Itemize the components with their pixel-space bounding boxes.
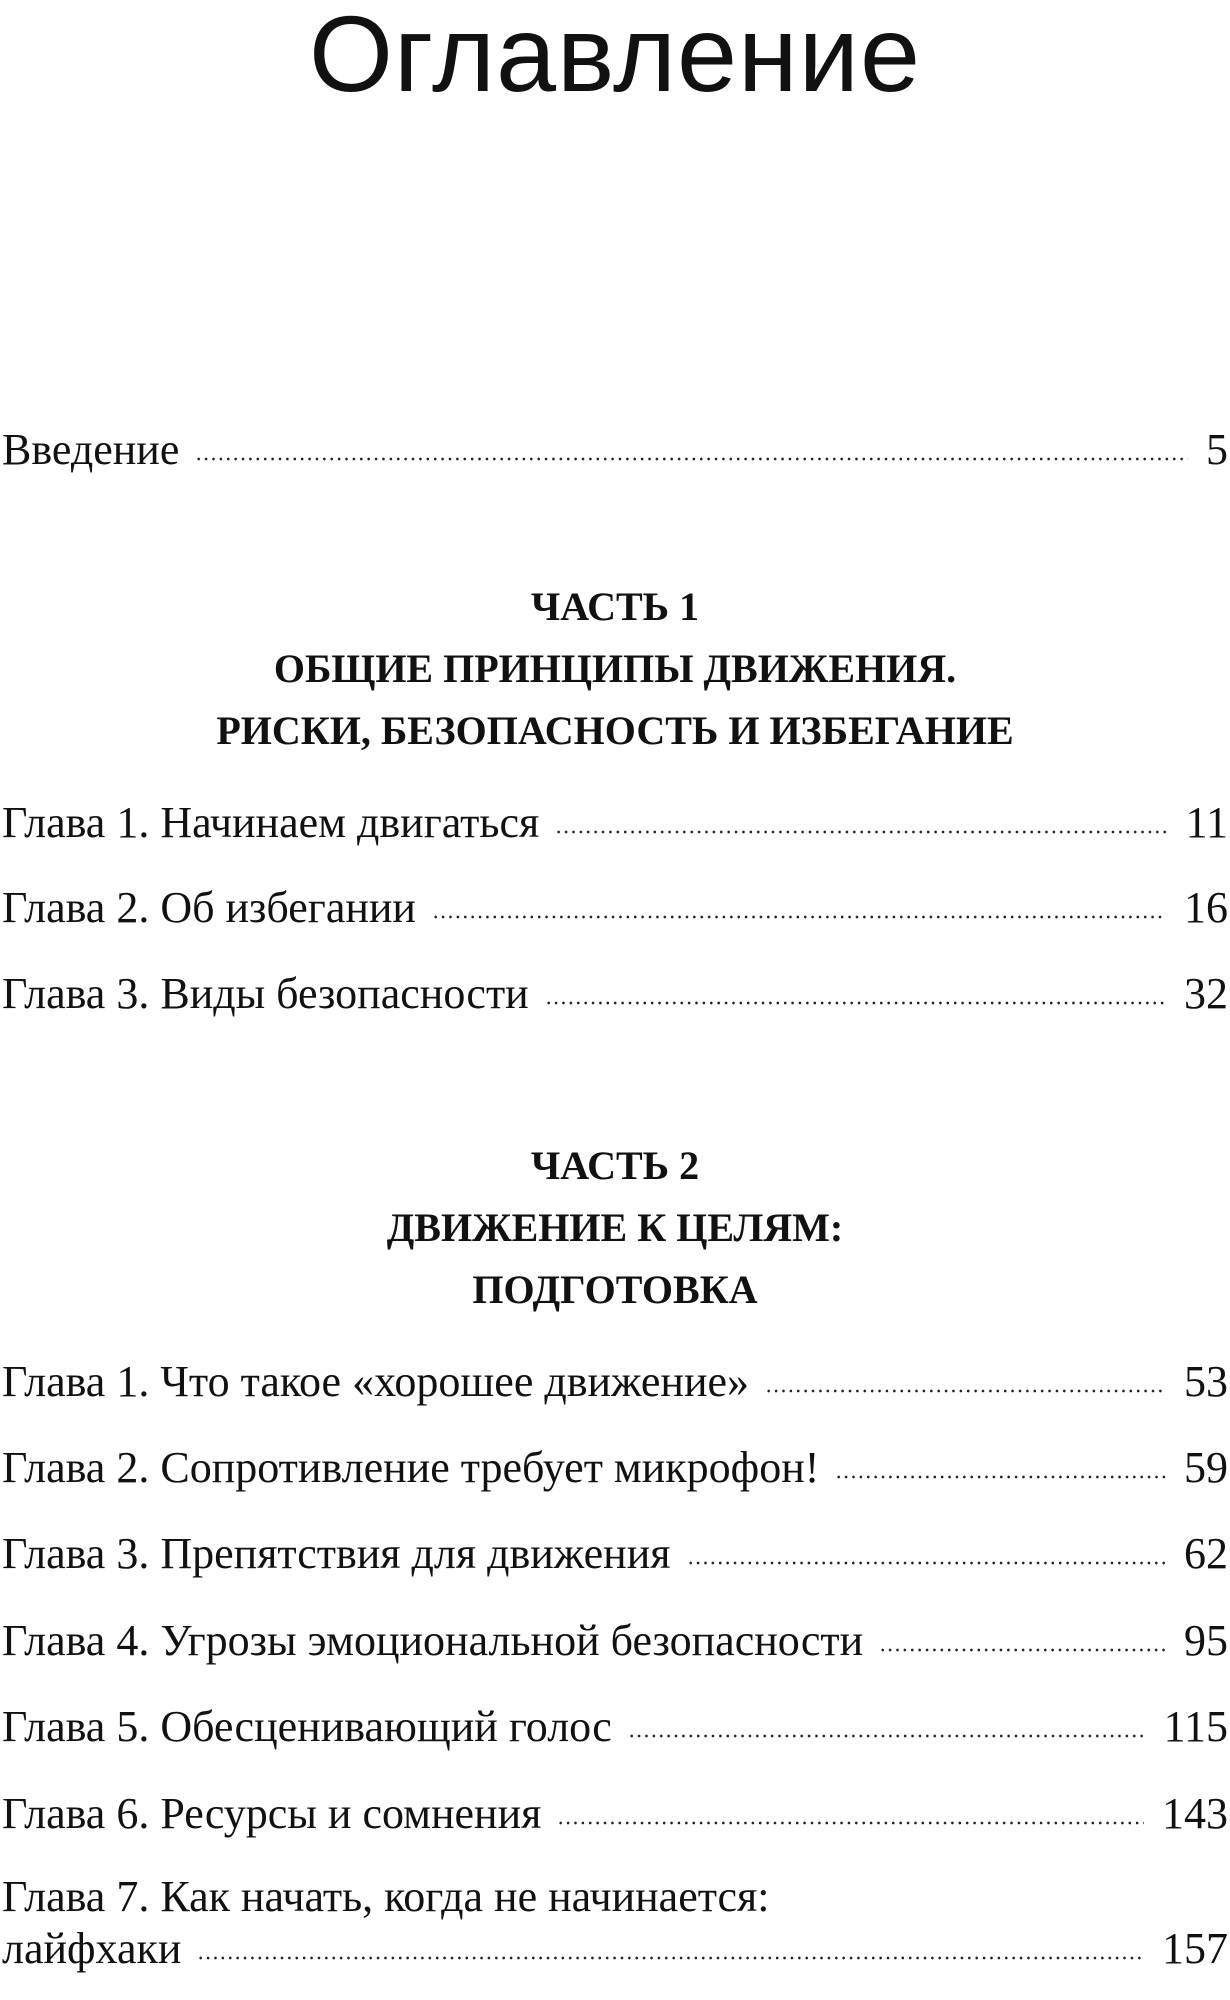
- page-title: Оглавление: [308, 0, 922, 114]
- dot-leader: [197, 1956, 1144, 1960]
- toc-entry-label: Глава 7. Как начать, когда не начинается:: [2, 1872, 770, 1921]
- toc-entry-part-2-chapter-7[interactable]: [2, 1870, 1228, 1976]
- toc-entry-page: 62: [1184, 1529, 1228, 1578]
- toc-entry-part-2-chapter-6[interactable]: [2, 1787, 1228, 1841]
- toc-entry-label: Глава 4. Угрозы эмоциональной безопасности: [2, 1616, 864, 1665]
- toc-entry-part-2-chapter-5[interactable]: [2, 1700, 1228, 1754]
- toc-entry-label: Глава 1. Что такое «хорошее движение»: [2, 1357, 750, 1406]
- toc-entry-page: 11: [1185, 798, 1228, 847]
- toc-entry-page: 5: [1206, 425, 1228, 474]
- toc-entry-page: 143: [1162, 1789, 1228, 1838]
- part-2-heading-line-3: ПОДГОТОВКА: [472, 1267, 758, 1312]
- toc-entry-page: 59: [1184, 1443, 1228, 1492]
- toc-entry-page: 95: [1184, 1616, 1228, 1665]
- dot-leader: [545, 1001, 1166, 1005]
- dot-leader: [195, 457, 1188, 461]
- toc-entry-label: Глава 3. Препятствия для движения: [2, 1529, 671, 1578]
- toc-entry-page: 16: [1184, 883, 1228, 932]
- toc-entry-part-2-chapter-4[interactable]: [2, 1614, 1228, 1668]
- toc-entry-label-continuation: лайфхаки: [2, 1924, 182, 1973]
- dot-leader: [557, 1821, 1144, 1825]
- toc-entry-part-1-chapter-2[interactable]: [2, 881, 1228, 935]
- toc-entry-introduction[interactable]: [2, 423, 1228, 477]
- part-2-heading: [0, 1135, 1230, 1321]
- toc-entry-part-2-chapter-3[interactable]: [2, 1527, 1228, 1581]
- part-2-heading-line-2: ДВИЖЕНИЕ К ЦЕЛЯМ:: [386, 1205, 844, 1250]
- toc-entry-label: Введение: [2, 425, 180, 474]
- part-1-heading-line-2: ОБЩИЕ ПРИНЦИПЫ ДВИЖЕНИЯ.: [273, 646, 957, 691]
- dot-leader: [879, 1648, 1166, 1652]
- toc-entry-part-1-chapter-3[interactable]: [2, 967, 1228, 1021]
- dot-leader: [432, 915, 1166, 919]
- dot-leader: [555, 830, 1167, 834]
- toc-entry-label: Глава 6. Ресурсы и сомнения: [2, 1789, 542, 1838]
- toc-entry-page: 157: [1162, 1924, 1228, 1973]
- toc-entry-part-2-chapter-2[interactable]: [2, 1441, 1228, 1495]
- toc-entry-page: 53: [1184, 1357, 1228, 1406]
- part-1-heading: [0, 576, 1230, 762]
- part-1-heading-line-3: РИСКИ, БЕЗОПАСНОСТЬ И ИЗБЕГАНИЕ: [216, 708, 1014, 753]
- toc-entry-part-2-chapter-1[interactable]: [2, 1355, 1228, 1409]
- toc-entry-label: Глава 2. Сопротивление требует микрофон!: [2, 1443, 820, 1492]
- toc-entry-page: 115: [1163, 1702, 1228, 1751]
- toc-entry-label: Глава 1. Начинаем двигаться: [2, 798, 540, 847]
- part-2-heading-line-1: ЧАСТЬ 2: [530, 1143, 700, 1188]
- toc-entry-page: 32: [1184, 969, 1228, 1018]
- toc-entry-part-1-chapter-1[interactable]: [2, 796, 1228, 850]
- toc-entry-label: Глава 2. Об избегании: [2, 883, 416, 932]
- dot-leader: [765, 1389, 1166, 1393]
- part-1-heading-line-1: ЧАСТЬ 1: [530, 584, 700, 629]
- dot-leader: [835, 1475, 1166, 1479]
- toc-entry-label: Глава 5. Обесценивающий голос: [2, 1702, 612, 1751]
- dot-leader: [687, 1561, 1167, 1565]
- dot-leader: [628, 1734, 1146, 1738]
- toc-entry-label: Глава 3. Виды безопасности: [2, 969, 529, 1018]
